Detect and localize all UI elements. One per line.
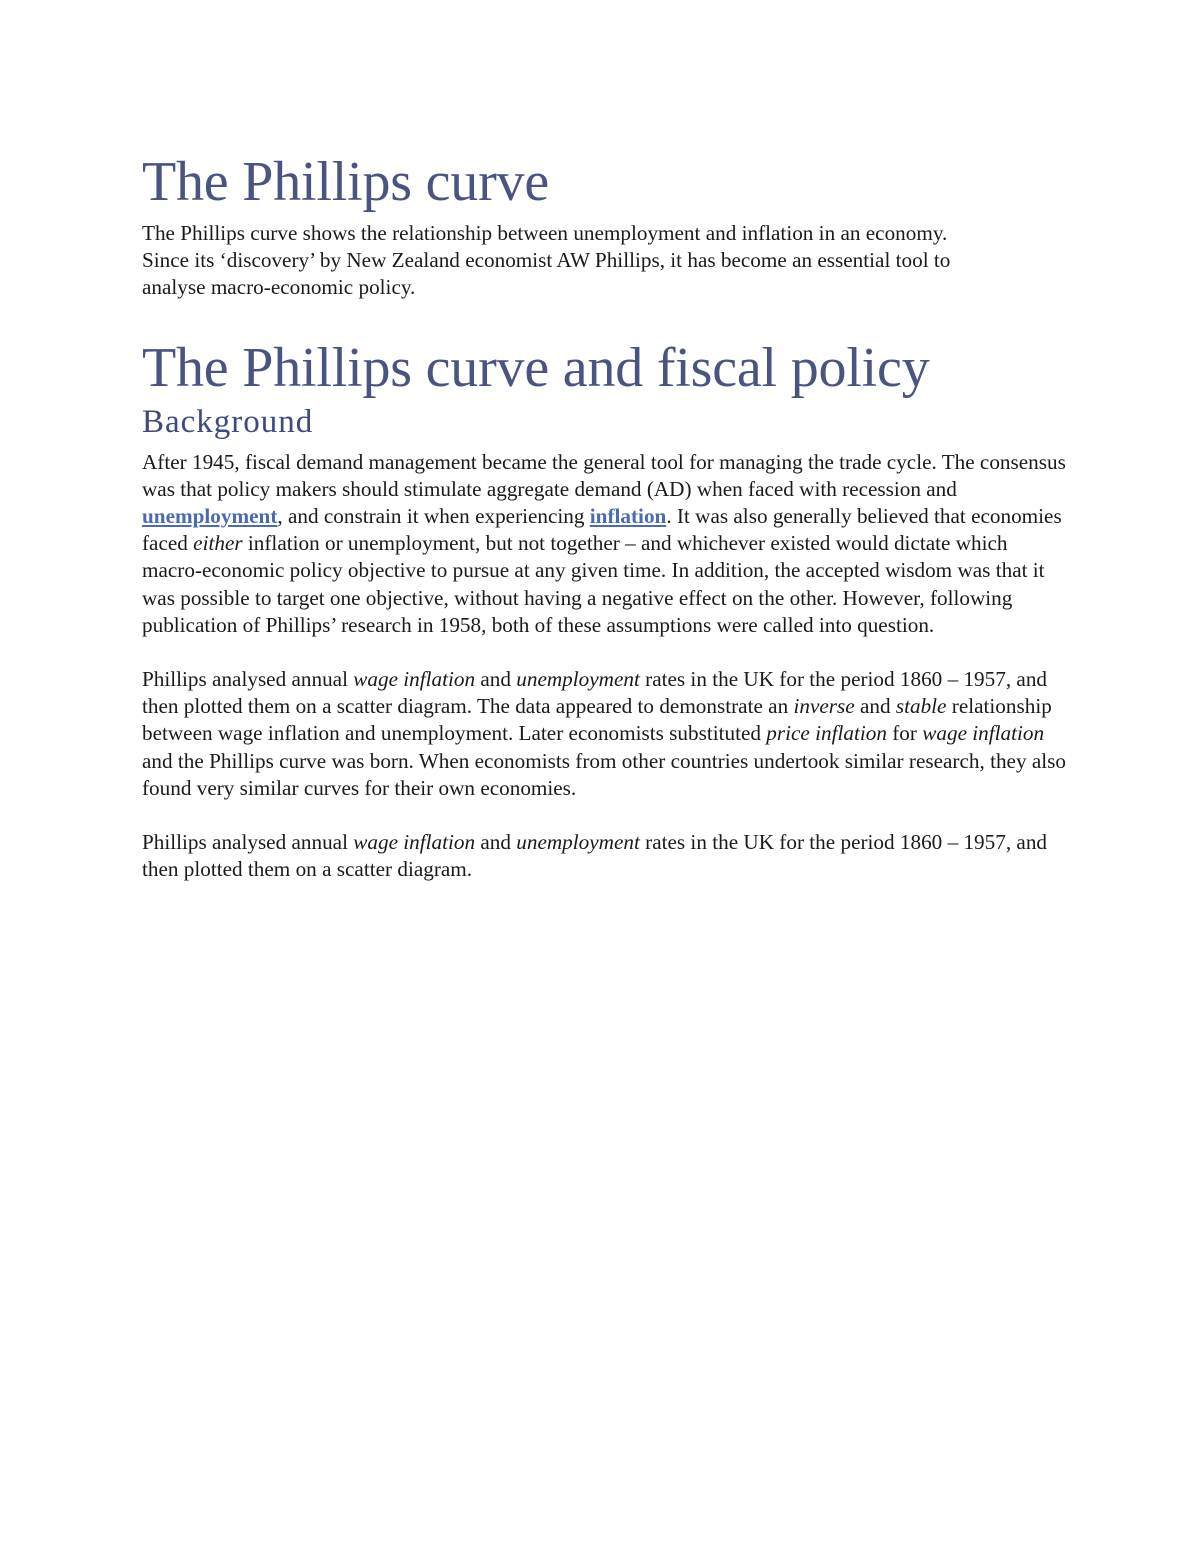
subsection-title: Background (142, 403, 314, 440)
background-text-4: inflation or unemployment, but not together – and whichever existed would dictate which macro-economic policy objective to pursue at any given time. In addition, the accepted wisdom was that it was possible to target one objective, without having a negative effect on the other. However, following publication of Phillips’ research in 1958, both of these assumptions were called into question. (142, 531, 1045, 637)
background-text-3: . It was also generally believed that economies faced (142, 504, 1062, 556)
emphasis-unemployment: unemployment (516, 667, 640, 692)
emphasis-either: either (193, 531, 243, 556)
intro-line-2: Since its ‘discovery’ by New Zealand economist AW Phillips, it has become an essential tool to (142, 248, 951, 273)
background-text-1: After 1945, fiscal demand management became the general tool for managing the trade cycle. The consensus was that policy makers should stimulate aggregate demand (AD) when faced with recession and (142, 449, 1066, 501)
analysis-text-6: for (886, 721, 923, 746)
intro-line-1: The Phillips curve shows the relationship between unemployment and inflation in an economy. (142, 221, 948, 245)
document-body (142, 150, 1072, 883)
background-paragraph (142, 449, 1072, 639)
unemployment-link[interactable]: unemployment (142, 504, 278, 529)
analysis-text-2: and (475, 667, 517, 692)
analysis-text-7: and the Phillips curve was born. When economists from other countries undertook similar research, they also found very similar curves for their own economies. (142, 748, 1066, 800)
repeat-emphasis-wage-inflation: wage inflation (353, 830, 476, 855)
emphasis-wage-inflation-2: wage inflation (922, 721, 1045, 746)
analysis-text-3: rates in the UK for the period 1860 – 1957, and then plotted them on a scatter diagram. The data appeared to demonstrate an (142, 667, 1048, 719)
repeat-text-3: rates in the UK for the period 1860 – 1957, and then plotted them on a scatter diagram. (142, 830, 1048, 882)
background-text-2: , and constrain it when experiencing (277, 504, 590, 529)
analysis-paragraph-repeat (142, 829, 1072, 883)
emphasis-price-inflation: price inflation (766, 721, 887, 746)
emphasis-wage-inflation: wage inflation (353, 667, 476, 692)
analysis-text-1: Phillips analysed annual (142, 667, 354, 692)
section-title: The Phillips curve and fiscal policy (142, 336, 930, 399)
page-title: The Phillips curve (142, 151, 549, 213)
emphasis-inverse: inverse (793, 694, 855, 719)
repeat-text-2: and (475, 830, 517, 855)
repeat-text-1: Phillips analysed annual (142, 830, 354, 855)
inflation-link[interactable]: inflation (589, 504, 667, 529)
analysis-text-5: relationship between wage inflation and unemployment. Later economists substituted (142, 694, 1052, 746)
intro-paragraph (142, 220, 1072, 302)
emphasis-stable: stable (895, 694, 947, 719)
repeat-emphasis-unemployment: unemployment (516, 830, 640, 855)
analysis-paragraph (142, 666, 1072, 802)
analysis-text-4: and (854, 694, 896, 719)
intro-line-3: analyse macro-economic policy. (142, 275, 416, 300)
